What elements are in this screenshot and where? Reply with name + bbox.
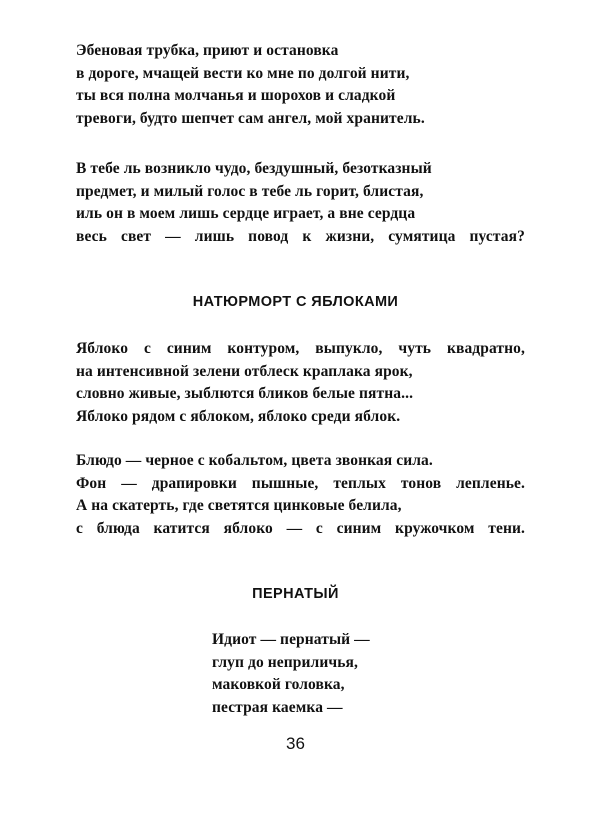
poem2-stanza1	[76, 338, 525, 428]
poem-title: ПЕРНАТЫЙ	[252, 586, 339, 602]
page-number: 36	[286, 734, 305, 753]
poem3-stanza1	[212, 629, 370, 719]
verse-line: А на скатерть, где светятся цинковые белила,	[76, 497, 402, 514]
verse-line: ты вся полна молчанья и шорохов и сладкой	[76, 87, 396, 104]
verse-line: В тебе ль возникло чудо, бездушный, безотказный	[76, 160, 432, 177]
verse-line: словно живые, зыблются бликов белые пятна...	[76, 385, 414, 402]
verse-line: пестрая каемка —	[212, 698, 343, 716]
poem1-stanza1	[76, 40, 425, 130]
verse-line: Блюдо — черное с кобальтом, цвета звонкая сила.	[76, 452, 433, 469]
verse-line: в дороге, мчащей вести ко мне по долгой нити,	[76, 64, 410, 82]
verse-line: предмет, и милый голос в тебе ль горит, блистая,	[76, 182, 424, 200]
verse-line: Яблоко рядом с яблоком, яблоко среди яблок.	[76, 407, 401, 425]
poem1-stanza2	[76, 158, 525, 248]
verse-line: иль он в моем лишь сердце играет, а вне сердца	[76, 205, 416, 222]
verse-line: на интенсивной зелени отблеск краплака ярок,	[76, 362, 413, 380]
verse-line: с блюда катится яблоко — с синим кружочком тени.	[76, 519, 525, 537]
verse-line: маковкой головка,	[212, 676, 345, 693]
verse-line: Идиот — пернатый —	[212, 631, 370, 648]
poem2-stanza2	[76, 450, 525, 540]
verse-line: весь свет — лишь повод к жизни, сумятица пустая?	[76, 227, 525, 245]
poem-title: НАТЮРМОРТ С ЯБЛОКАМИ	[192, 294, 399, 310]
verse-line: Яблоко с синим контуром, выпукло, чуть квадратно,	[76, 340, 525, 357]
verse-line: тревоги, будто шепчет сам ангел, мой хранитель.	[76, 109, 425, 127]
verse-line: Эбеновая трубка, приют и остановка	[76, 42, 339, 59]
verse-line: Фон — драпировки пышные, теплых тонов лепленье.	[76, 474, 525, 492]
verse-line: глуп до неприличья,	[212, 653, 358, 671]
